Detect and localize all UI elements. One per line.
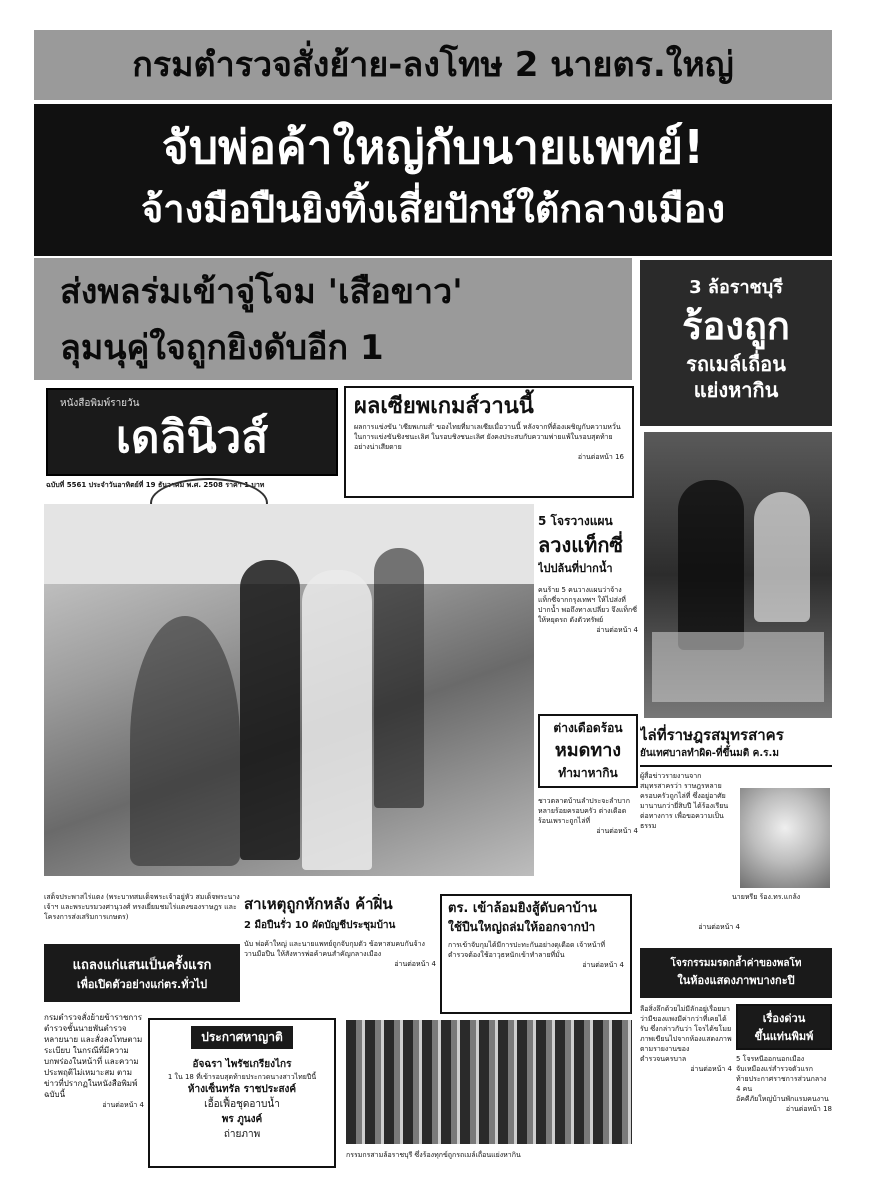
crowd-photo-caption (346, 1150, 632, 1164)
samlor-passenger-figure (754, 492, 810, 622)
game-results-text: ผลการแข่งขัน 'เซียพเกมส์' ของไทยที่มาเลเซียเมื่อวานนี้ หลังจากที่ต้องเผชิญกับความหวั่นในการแข่งขันชิงชนะเลิศ ในรอบชิงชนะเลิศ ยังคงประสบกับความพ่ายแพ้ในรอบสุดท้าย อย่างน่าเสียดาย (354, 423, 621, 451)
left-column-continued: อ่านต่อหน้า 4 (102, 1101, 144, 1109)
left-column-story (44, 1012, 144, 1172)
king-figure (240, 560, 300, 860)
taxi-continued: อ่านต่อหน้า 4 (596, 626, 638, 634)
merchant-title-3: ทำมาหากิน (558, 766, 618, 780)
samlor-box (640, 260, 832, 426)
samlor-line-4: แย่งหากิน (693, 378, 779, 402)
merchant-title-1: ต่างเดือดร้อน (553, 721, 623, 735)
eviction-portrait (740, 788, 830, 888)
opium-title: สาเหตุถูกหักหลัง ค้าฝิ่น (244, 895, 393, 913)
taxi-text: คนร้าย 5 คนวางแผนว่าจ้างแท็กซี่จากกรุงเทพฯ ให้ไปส่งที่ปากน้ำ พอถึงทางเปลี่ยว จึงแท็กซี่ให้หยุดรถ ดังตัวทรัพย์ (538, 586, 638, 624)
royal-visit-photo (44, 504, 534, 876)
inside-news-continued: อ่านต่อหน้า 18 (785, 1105, 832, 1113)
eviction-title: ไล่ที่ราษฎรสมุทรสาคร (640, 726, 784, 744)
art-theft-story (640, 1004, 732, 1174)
police-story (440, 894, 632, 1014)
inside-news-title-2: ขึ้นแท่นพิมพ์ (754, 1030, 814, 1043)
inside-news-item: อัคคีภัยใหญ่บ้านพักแรมคนงาน (736, 1095, 829, 1103)
taxi-title: ลวงแท็กซี่ (538, 533, 624, 557)
eviction-text: ผู้สื่อข่าวรายงานจากสมุทรสาครว่า ราษฎรหลายครอบครัวถูกไล่ที่ ซึ่งอยู่อาศัยมานานกว่ายี่สิบปี ได้ร้องเรียนต่อทางการ เพื่อขอความเป็นธรรม (640, 772, 729, 830)
samlor-line-2: ร้องถูก (682, 304, 790, 348)
samlor-line-1: 3 ล้อราชบุรี (689, 277, 783, 298)
art-theft-line-1: โจรกรรมมรดกล้ำค่าของพลโท (670, 958, 802, 969)
art-theft-line-2: ในห้องแสดงภาพบางกะปิ (677, 974, 795, 987)
opium-story (244, 894, 436, 1014)
greeting-line-1: แถลงแก่แสนเป็นครั้งแรก (72, 958, 212, 973)
top-banner (34, 30, 832, 100)
royal-photo-caption (44, 892, 240, 940)
announcement-title: ประกาศหาญาติ (191, 1026, 293, 1049)
announcement-line-3: ห้างเซ็นทรัล ราชประสงค์ (187, 1084, 297, 1095)
sub-headline-line-1: ส่งพลร่มเข้าจู่โจม 'เสือขาว' (60, 272, 463, 312)
samlor-line-3: รถเมล์เถื่อน (686, 352, 786, 376)
announcement-line-1: อัจฉรา ไพรัชเกรียงไกร (192, 1059, 292, 1070)
merchant-continued: อ่านต่อหน้า 4 (596, 827, 638, 835)
issue-line: ฉบับที่ 5561 ประจำวันอาทิตย์ที่ 19 ธันวาคม พ.ศ. 2508 ราคา 1 บาท (46, 481, 265, 489)
masthead-name: เดลินิวส์ (115, 412, 269, 463)
attendant-figure (374, 548, 424, 808)
taxi-kicker: 5 โจรวางแผน (538, 514, 613, 528)
art-theft-text: ลือสิ่งลึกด้วยไม่มีลักอยู่เรื่อยมาว่ามีของแพงมีค่ากว่าที่เคยได้รับ ซึ่งกล่าวกันว่า โจรได้ขโมยภาพเขียนไปจากห้องแสดงภาพ ตามรายงานของตำรวจนครบาล (640, 1005, 732, 1063)
merchant-title-box (538, 714, 638, 788)
eviction-caption: นายหรีย ร้อง.ทร.แกล้ง (732, 893, 801, 901)
game-results-title: ผลเซียพเกมส์วานนี้ (354, 394, 534, 419)
police-continued: อ่านต่อหน้า 4 (582, 961, 624, 969)
inside-news-item: จับเหมืองแร่สำรวจตัวแรก (736, 1065, 814, 1073)
headline-line-1: จับพ่อค้าใหญ่กับนายแพทย์! (161, 120, 705, 174)
eviction-subtitle: ยันเทศบาลทำผิด-ที่ขึ้นมติ ค.ร.ม (640, 746, 832, 767)
announcement-line-2: 1 ใน 18 ที่เข้ารอบสุดท้ายประกวดนางสาวไทยปีนี้ (167, 1073, 317, 1081)
masthead-tagline: หนังสือพิมพ์รายวัน (60, 398, 140, 409)
masthead (46, 388, 338, 476)
samlor-crowd-photo (346, 1020, 632, 1144)
inside-news-box (736, 1004, 832, 1174)
banana-plant (130, 616, 240, 866)
merchant-story (538, 714, 638, 894)
taxi-title-2: ไปปล้นที่ปากน้ำ (538, 562, 613, 575)
greeting-box (44, 944, 240, 1002)
main-headline (34, 104, 832, 256)
announcement-line-5: พร ภูนงค์ (221, 1114, 263, 1125)
merchant-text: ชาวตลาดบ้านลำประจะลำบาก หลายร้อยครอบครัว ต่างเดือดร้อนเพราะถูกไล่ที่ (538, 797, 630, 825)
top-banner-text: กรมตำรวจสั่งย้าย-ลงโทษ 2 นายตร.ใหญ่ (132, 45, 734, 85)
merchant-title-2: หมดทาง (554, 740, 622, 761)
samlor-photo (644, 432, 832, 718)
art-theft-continued: อ่านต่อหน้า 4 (690, 1065, 732, 1073)
game-results-box (344, 386, 634, 498)
sub-headline (34, 258, 632, 380)
inside-news-title: เรื่องด่วน (762, 1012, 806, 1025)
samlor-vehicle (652, 632, 824, 702)
opium-text: นับ พ่อค้าใหญ่ และนายแพทย์ถูกจับกุมตัว ข้อหาสมคบกันจ้างวานมือปืน ให้สังหารพ่อค้าคนสำคัญกลางเมือง (244, 940, 425, 958)
headline-line-2: จ้างมือปืนยิงทิ้งเสี่ยปักษ์ใต้กลางเมือง (140, 187, 725, 231)
opium-continued: อ่านต่อหน้า 4 (394, 960, 436, 968)
game-results-continued: อ่านต่อหน้า 16 (577, 453, 624, 461)
inside-news-item: 5 โจรหนีออกนอกเมือง (736, 1055, 805, 1063)
greeting-line-2: เพื่อเปิดตัวอย่างแก่ตร.ทั่วไป (76, 978, 208, 991)
announcement-box (148, 1018, 336, 1168)
left-column-text: กรมตำรวจสั่งย้ายข้าราชการตำรวจชั้นนายพันตำรวจหลายนาย และสั่งลงโทษตามระเบียบ ในกรณีที่มีความบกพร่องในหน้าที่ และความประพฤติไม่เหมาะสม ตามข่าวที่ปรากฏในหนังสือพิมพ์ฉบับนี้ (44, 1013, 143, 1099)
inside-news-title-box (736, 1004, 832, 1050)
crowd-photo-caption-text: กรรมกรสามล้อราชบุรี ซึ่งร้องทุกข์ถูกรถเมล์เถื่อนแย่งหากิน (346, 1151, 521, 1159)
samlor-driver-figure (678, 480, 744, 650)
queen-figure (302, 570, 372, 870)
eviction-story (640, 724, 832, 946)
eviction-continued: อ่านต่อหน้า 4 (698, 923, 740, 931)
police-title: ตร. เข้าล้อมยิงสู้ดับคาบ้าน (448, 901, 597, 916)
opium-title-2: 2 มือปืนรั่ว 10 ผัดบัญชีประชุมบ้าน (244, 920, 396, 931)
police-text: การเข้าจับกุมได้มีการปะทะกันอย่างดุเดือด เจ้าหน้าที่ตำรวจต้องใช้อาวุธหนักเข้าทำลายที่มั่น (448, 941, 606, 959)
sub-headline-line-2: ลุมนุคู่ใจถูกยิงดับอีก 1 (60, 328, 384, 368)
royal-photo-caption-text: เสด็จประพาสไร่แตง (พระบาทสมเด็จพระเจ้าอยู่หัว สมเด็จพระนางเจ้าฯ และพระบรมวงศานุวงศ์ ทรงเยี่ยมชมไร่แตงของราษฎร และโครงการส่งเสริมการเกษตร) (44, 893, 240, 921)
police-title-2: ใช้ปืนใหญ่ถล่มให้ออกจากป่า (448, 920, 596, 934)
inside-news-item: ท้ายประกาศราชการส่วนกลาง 4 คน (736, 1075, 827, 1093)
taxi-story (538, 512, 638, 712)
announcement-line-4: เอื้อเฟื้อชุดอาบน้ำ (204, 1099, 280, 1110)
art-theft-box (640, 948, 832, 998)
announcement-line-6: ถ่ายภาพ (223, 1129, 261, 1140)
